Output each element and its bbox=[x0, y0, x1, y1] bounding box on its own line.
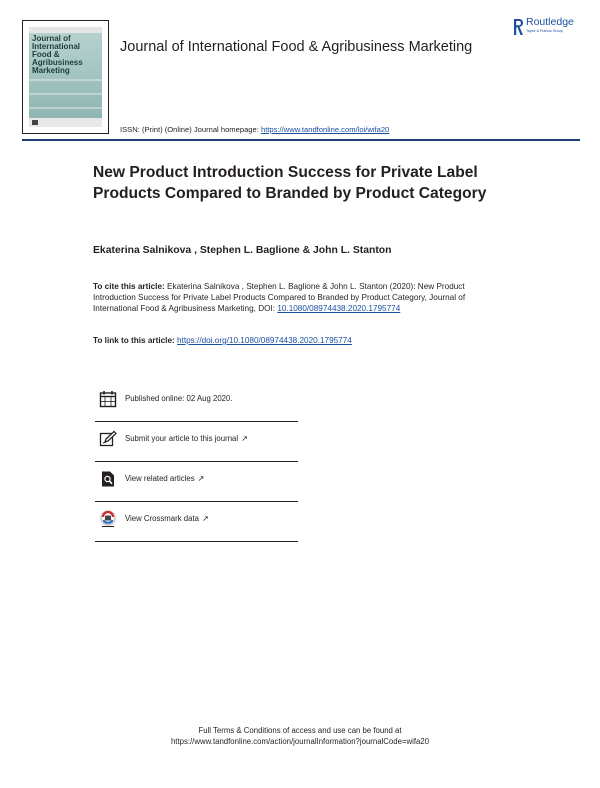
publisher-group: Taylor & Francis Group bbox=[526, 29, 563, 33]
cover-stripe bbox=[29, 79, 102, 81]
citation-doi-link[interactable]: 10.1080/08974438.2020.1795774 bbox=[277, 304, 401, 313]
article-title: New Product Introduction Success for Private Label Products Compared to Branded by Product Category bbox=[93, 164, 487, 202]
related-articles-link[interactable] bbox=[125, 474, 204, 483]
cover-title-line: International bbox=[32, 42, 81, 51]
routledge-r-icon bbox=[511, 17, 525, 37]
cover-stripe bbox=[29, 93, 102, 95]
journal-cover-image bbox=[22, 20, 109, 134]
divider bbox=[95, 541, 298, 542]
citation-block bbox=[93, 281, 483, 314]
external-link-icon: ↗ bbox=[201, 514, 209, 523]
journal-title: Journal of International Food & Agribusiness Marketing bbox=[120, 39, 473, 55]
cover-title bbox=[32, 35, 100, 75]
calendar-icon bbox=[99, 390, 117, 408]
article-link-line bbox=[93, 336, 352, 345]
cover-title-line: Journal of bbox=[32, 34, 71, 43]
article-doi-link[interactable]: https://doi.org/10.1080/08974438.2020.1795774 bbox=[177, 336, 352, 345]
submit-icon bbox=[99, 430, 117, 448]
published-online-text bbox=[125, 394, 233, 403]
cover-topbar bbox=[29, 27, 102, 33]
footer bbox=[0, 725, 600, 747]
cover-stripe bbox=[29, 107, 102, 109]
citation-label: To cite this article: bbox=[93, 282, 165, 291]
crossmark-link[interactable] bbox=[125, 514, 209, 523]
cover-title-line: Food & Agribusiness bbox=[32, 50, 83, 67]
external-link-icon: ↗ bbox=[197, 474, 205, 483]
related-articles-row[interactable] bbox=[95, 462, 298, 502]
cover-footer bbox=[29, 118, 102, 127]
article-link-label: To link to this article: bbox=[93, 336, 178, 345]
publisher-logo bbox=[511, 16, 591, 40]
published-online-row bbox=[95, 382, 298, 422]
footer-terms-text: Full Terms & Conditions of access and use can be found at bbox=[198, 726, 402, 735]
crossmark-label: View Crossmark data bbox=[125, 514, 199, 523]
crossmark-row[interactable] bbox=[95, 502, 298, 542]
article-authors: Ekaterina Salnikova , Stephen L. Baglione & John L. Stanton bbox=[93, 245, 392, 256]
issn-text: ISSN: (Print) (Online) Journal homepage: bbox=[120, 125, 261, 134]
journal-homepage-link[interactable]: https://www.tandfonline.com/loi/wifa20 bbox=[260, 125, 390, 134]
submit-article-link[interactable] bbox=[125, 434, 248, 443]
footer-terms-link[interactable]: https://www.tandfonline.com/action/journalInformation?journalCode=wifa20 bbox=[170, 737, 430, 746]
header-divider bbox=[22, 139, 580, 141]
crossmark-icon bbox=[99, 510, 117, 528]
related-articles-label: View related articles bbox=[125, 474, 195, 483]
cover-title-line: Marketing bbox=[32, 66, 70, 75]
submit-article-row[interactable] bbox=[95, 422, 298, 462]
cover-artwork bbox=[29, 27, 102, 127]
submit-article-label: Submit your article to this journal bbox=[125, 434, 239, 443]
citation-text: Ekaterina Salnikova , Stephen L. Baglione & John L. Stanton (2020): New Product Introduction Success for Private Label Products Compared to Branded by Product Category, Journal of International Food & Agribusiness Marketing, DOI: bbox=[93, 282, 466, 313]
published-online-label: Published online: 02 Aug 2020. bbox=[125, 394, 233, 403]
related-articles-icon bbox=[99, 470, 117, 488]
publisher-name: Routledge bbox=[526, 16, 574, 28]
issn-line bbox=[120, 125, 389, 134]
external-link-icon: ↗ bbox=[241, 434, 248, 443]
cover-logo-icon bbox=[32, 120, 38, 125]
